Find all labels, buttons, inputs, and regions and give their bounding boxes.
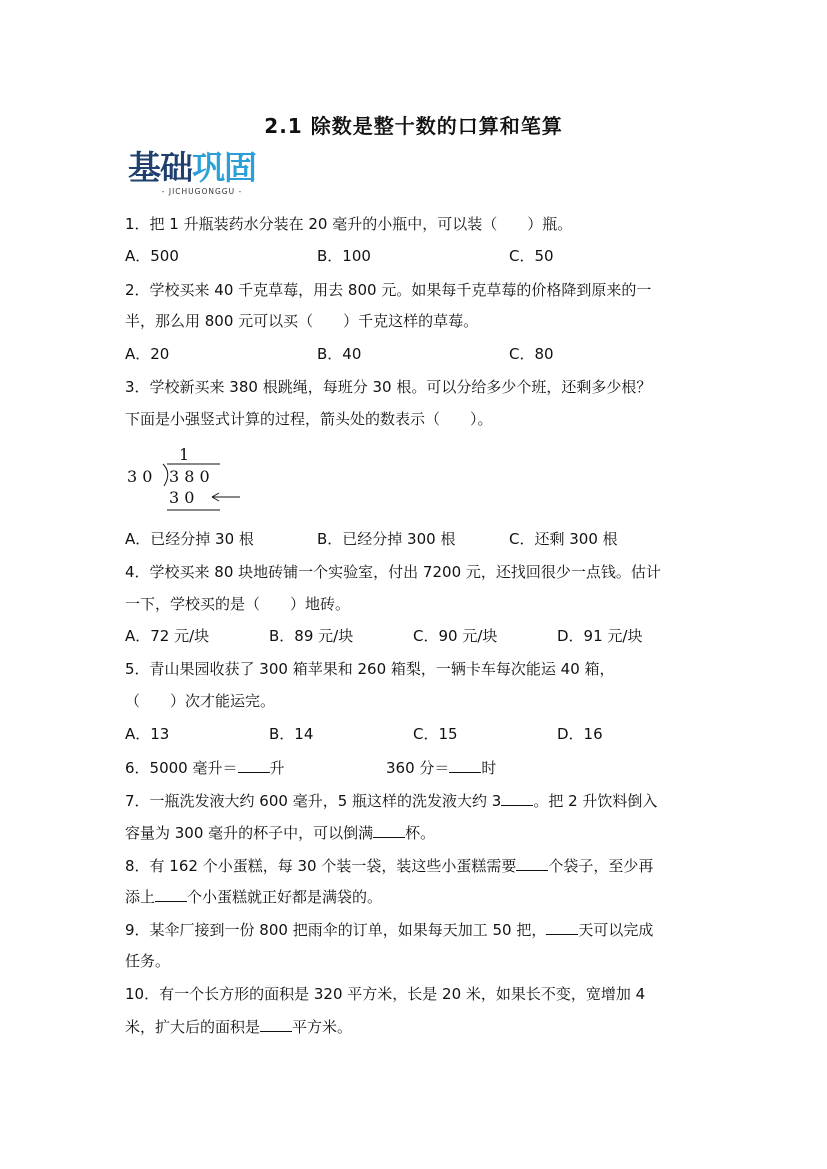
- q3-option-b: B．已经分掉 300 根: [317, 530, 456, 548]
- q4-option-c: C．90 元/块: [413, 627, 498, 645]
- q7-line1-text-b: 。把 2 升饮料倒入: [533, 792, 658, 810]
- q5-option-b: B．14: [269, 725, 314, 743]
- question-6-part-1: [125, 757, 285, 778]
- long-division-figure: [122, 443, 252, 513]
- question-2-line-1: 2．学校买来 40 千克草莓，用去 800 元。如果每千克草莓的价格降到原来的一: [125, 281, 652, 299]
- page-title: 2.1 除数是整十数的口算和笔算: [264, 114, 563, 138]
- section-banner: [128, 150, 276, 196]
- banner-text-light: 巩固: [192, 148, 256, 187]
- q7-blank-2: [373, 822, 405, 838]
- q1-option-c: C．50: [509, 247, 554, 265]
- q8-blank-1: [516, 855, 548, 871]
- q5-option-d: D．16: [557, 725, 603, 743]
- banner-text-dark: 基础: [128, 148, 192, 187]
- question-8-line-1: [125, 855, 653, 876]
- q4-option-d: D．91 元/块: [557, 627, 643, 645]
- division-product: 3 0: [169, 488, 195, 507]
- q6-part1-text-b: 升: [269, 759, 285, 777]
- q5-option-a: A．13: [125, 725, 170, 743]
- question-10-line-1: 10．有一个长方形的面积是 320 平方米，长是 20 米，如果长不变，宽增加 4: [125, 985, 646, 1003]
- q3-option-a: A．已经分掉 30 根: [125, 530, 254, 548]
- q4-option-b: B．89 元/块: [269, 627, 354, 645]
- question-2-line-2: 半，那么用 800 元可以买（ ）千克这样的草莓。: [125, 312, 479, 330]
- division-dividend: 3 8 0: [169, 467, 210, 486]
- q6-part1-text-a: 6．5000 毫升＝: [125, 759, 238, 777]
- division-quotient: 1: [179, 445, 190, 464]
- question-3-line-1: 3．学校新买来 380 根跳绳，每班分 30 根。可以分给多少个班，还剩多少根？: [125, 378, 652, 396]
- q8-line2-text-b: 个小蛋糕就正好都是满袋的。: [187, 888, 383, 906]
- question-3-line-2: 下面是小强竖式计算的过程，箭头处的数表示（ ）。: [125, 410, 493, 428]
- q8-line1-text-b: 个袋子，至少再: [548, 857, 654, 875]
- q10-line2-text-a: 米，扩大后的面积是: [125, 1018, 261, 1036]
- q3-option-c: C．还剩 300 根: [509, 530, 618, 548]
- q10-line2-text-b: 平方米。: [292, 1018, 353, 1036]
- question-4-line-2: 一下，学校买的是（ ）地砖。: [125, 595, 351, 613]
- q7-blank-1: [501, 790, 533, 806]
- question-9-line-2: 任务。: [125, 952, 171, 970]
- banner-title: [128, 150, 256, 186]
- q1-option-a: A．500: [125, 247, 179, 265]
- question-9-line-1: [125, 919, 653, 940]
- q9-line1-text-a: 9．某伞厂接到一份 800 把雨伞的订单，如果每天加工 50 把，: [125, 921, 547, 939]
- q8-line1-text-a: 8．有 162 个小蛋糕，每 30 个装一袋，装这些小蛋糕需要: [125, 857, 517, 875]
- question-7-line-1: [125, 790, 657, 811]
- q7-line2-text-b: 杯。: [405, 824, 436, 842]
- q9-line1-text-b: 天可以完成: [578, 921, 654, 939]
- banner-pinyin: - JICHUGONGGU -: [161, 187, 243, 196]
- q5-option-c: C．15: [413, 725, 458, 743]
- q2-option-a: A．20: [125, 345, 170, 363]
- question-6-part-2: [386, 757, 496, 778]
- q1-option-b: B．100: [317, 247, 371, 265]
- q4-option-a: A．72 元/块: [125, 627, 210, 645]
- q6-blank-2: [449, 757, 481, 773]
- division-bracket: [163, 464, 168, 486]
- q6-part2-text-b: 时: [481, 759, 497, 777]
- question-1: 1．把 1 升瓶装药水分装在 20 毫升的小瓶中，可以装（ ）瓶。: [125, 215, 573, 233]
- division-divisor: 3 0: [127, 467, 153, 486]
- question-4-line-1: 4．学校买来 80 块地砖铺一个实验室，付出 7200 元，还找回很少一点钱。估计: [125, 563, 661, 581]
- question-5-line-1: 5．青山果园收获了 300 箱苹果和 260 箱梨，一辆卡车每次能运 40 箱，: [125, 660, 615, 678]
- question-7-line-2: [125, 822, 435, 843]
- q10-blank-1: [260, 1016, 292, 1032]
- q9-blank-1: [546, 919, 578, 935]
- q2-option-b: B．40: [317, 345, 362, 363]
- q8-line2-text-a: 添上: [125, 888, 156, 906]
- q6-blank-1: [238, 757, 270, 773]
- question-8-line-2: [125, 886, 382, 907]
- question-10-line-2: [125, 1016, 352, 1037]
- q7-line2-text-a: 容量为 300 毫升的杯子中，可以倒满: [125, 824, 374, 842]
- q7-line1-text-a: 7．一瓶洗发液大约 600 毫升，5 瓶这样的洗发液大约 3: [125, 792, 502, 810]
- q8-blank-2: [155, 886, 187, 902]
- q2-option-c: C．80: [509, 345, 554, 363]
- question-5-line-2: （ ）次才能运完。: [125, 692, 276, 710]
- q6-part2-text-a: 360 分＝: [386, 759, 450, 777]
